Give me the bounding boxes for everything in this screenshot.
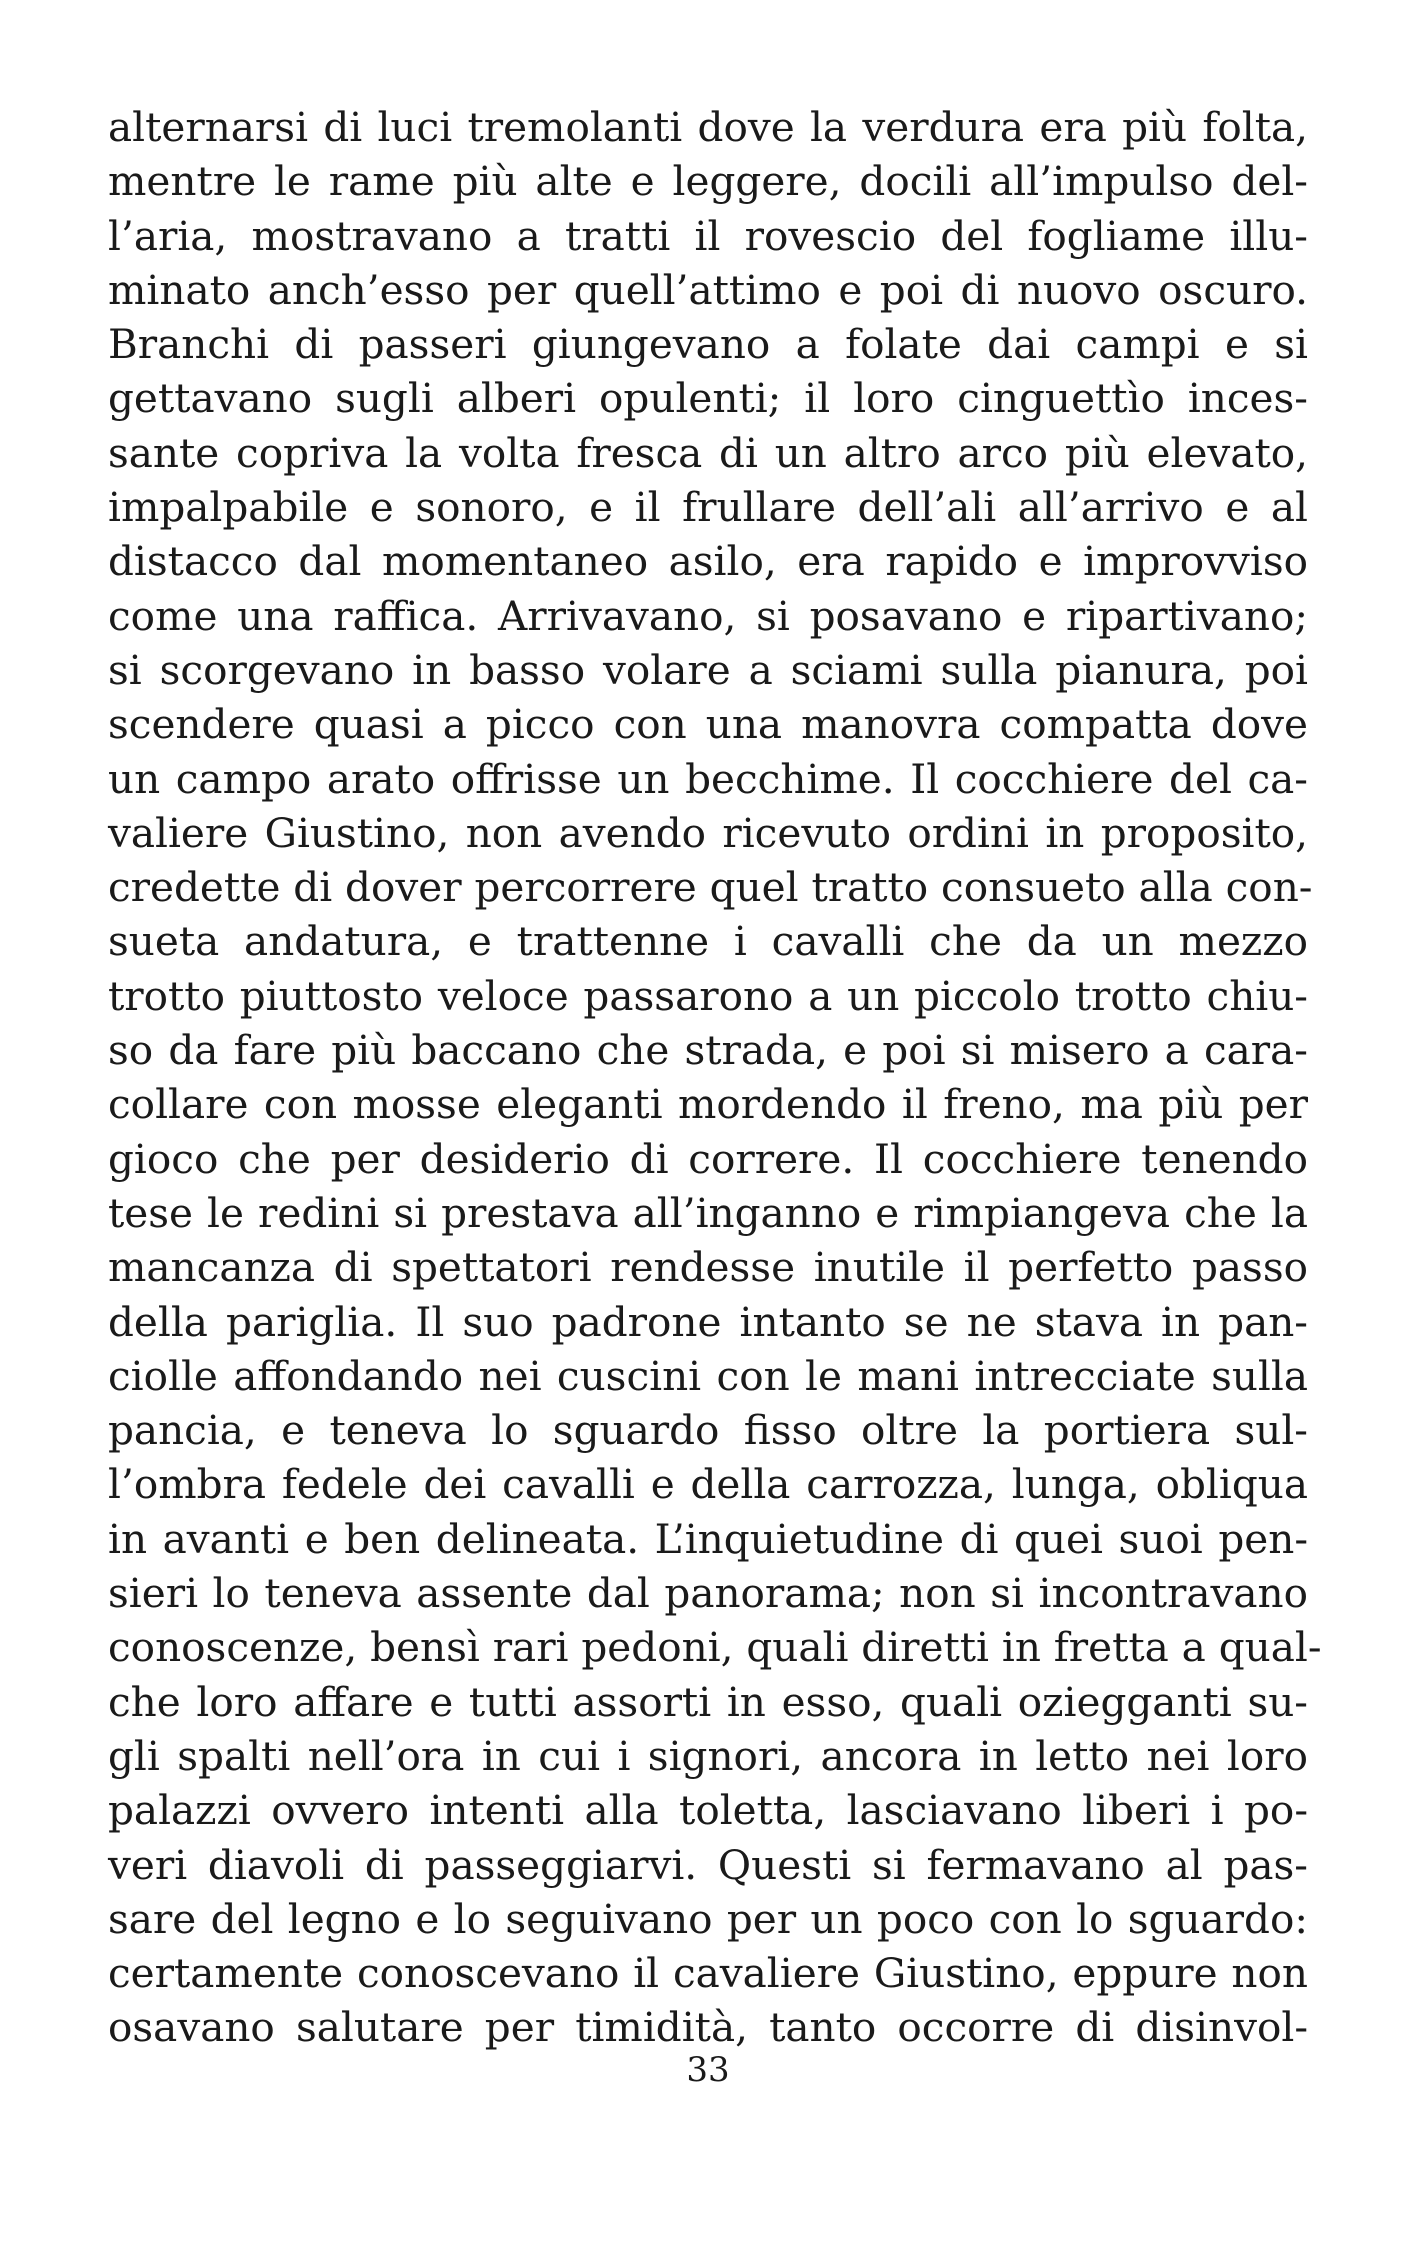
body-text [108,100,1322,2055]
text-line: che loro affare e tutti assorti in esso, quali oziegganti su- [108,1677,1308,1726]
text-line: si scorgevano in basso volare a sciami sulla pianura, poi [108,645,1308,694]
text-line: certamente conoscevano il cavaliere Giustino, eppure non [108,1949,1308,1998]
text-line: Branchi di passeri giungevano a folate dai campi e si [108,320,1308,369]
text-line: minato anch’esso per quell’attimo e poi di nuovo oscuro. [108,265,1308,314]
page-number: 33 [686,2050,730,2090]
text-line: sante copriva la volta fresca di un altro arco più elevato, [108,428,1308,477]
text-line: trotto piuttosto veloce passarono a un piccolo trotto chiu- [108,971,1308,1020]
text-line: palazzi ovvero intenti alla toletta, lasciavano liberi i po- [108,1786,1308,1835]
text-line: l’ombra fedele dei cavalli e della carrozza, lunga, obliqua [108,1460,1308,1509]
text-line: sare del legno e lo seguivano per un poco con lo sguardo: [108,1894,1308,1943]
text-line: scendere quasi a picco con una manovra compatta dove [108,700,1308,749]
text-line: l’aria, mostravano a tratti il rovescio del fogliame illu- [108,211,1308,260]
text-line: ciolle affondando nei cuscini con le mani intrecciate sulla [108,1351,1308,1400]
text-line: come una raffica. Arrivavano, si posavano e ripartivano; [108,591,1308,640]
text-line: collare con mosse eleganti mordendo il freno, ma più per [108,1080,1308,1129]
text-line: gli spalti nell’ora in cui i signori, ancora in letto nei loro [108,1731,1308,1780]
text-line: gioco che per desiderio di correre. Il cocchiere tenendo [108,1134,1308,1183]
text-line: della pariglia. Il suo padrone intanto se ne stava in pan- [108,1297,1308,1346]
text-line: alternarsi di luci tremolanti dove la verdura era più folta, [108,103,1308,151]
text-line: pancia, e teneva lo sguardo fisso oltre la portiera sul- [108,1406,1308,1455]
text-line: sieri lo teneva assente dal panorama; non si incontravano [108,1569,1308,1618]
text-line: credette di dover percorrere quel tratto consueto alla con- [108,863,1313,912]
text-line: distacco dal momentaneo asilo, era rapido e improvviso [108,537,1308,586]
text-line: conoscenze, bensì rari pedoni, quali diretti in fretta a qual- [108,1623,1322,1672]
text-line: un campo arato offrisse un becchime. Il cocchiere del ca- [108,754,1308,803]
text-line: impalpabile e sonoro, e il frullare dell’ali all’arrivo e al [108,483,1308,532]
text-line: mentre le rame più alte e leggere, docili all’impulso del- [108,157,1308,206]
text-line: gettavano sugli alberi opulenti; il loro cinguettìo inces- [108,374,1308,423]
text-line: so da fare più baccano che strada, e poi si misero a cara- [108,1026,1308,1075]
text-line: valiere Giustino, non avendo ricevuto ordini in proposito, [108,808,1308,857]
text-line: sueta andatura, e trattenne i cavalli che da un mezzo [108,917,1308,966]
text-line: in avanti e ben delineata. L’inquietudine di quei suoi pen- [108,1514,1308,1563]
text-line: tese le redini si prestava all’inganno e rimpiangeva che la [108,1188,1308,1237]
text-line: osavano salutare per timidità, tanto occorre di disinvol- [108,2003,1308,2052]
text-line: veri diavoli di passeggiarvi. Questi si fermavano al pas- [108,1840,1308,1889]
text-line: mancanza di spettatori rendesse inutile il perfetto passo [108,1243,1308,1292]
